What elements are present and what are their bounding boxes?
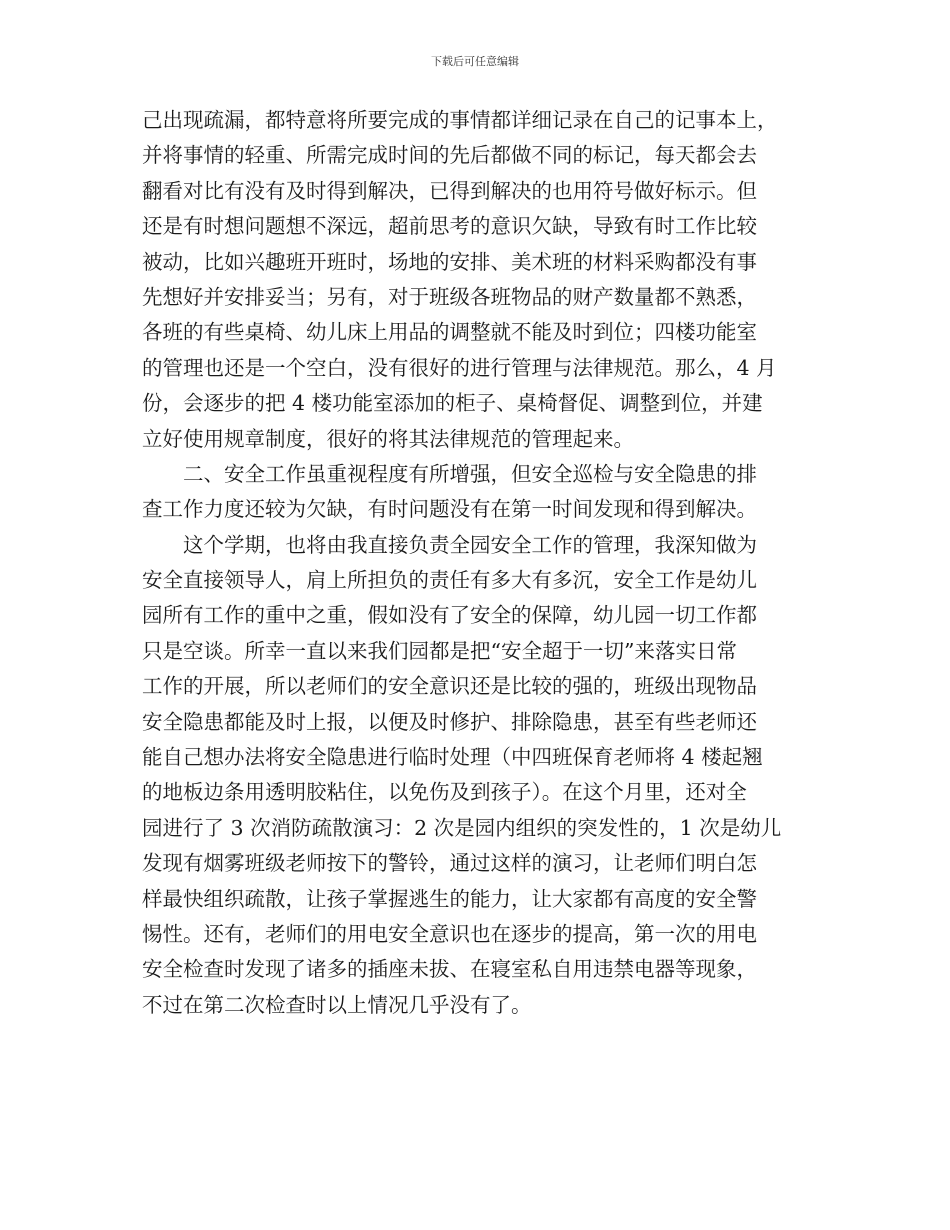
text-line: 各班的有些桌椅、幼儿床上用品的调整就不能及时到位；四楼功能室 xyxy=(142,320,757,345)
text-line: 惕性。还有，老师们的用电安全意识也在逐步的提高，第一次的用电 xyxy=(142,921,757,946)
text-line: 园进行了 3 次消防疏散演习：2 次是园内组织的突发性的，1 次是幼儿 xyxy=(142,815,782,840)
text-line: 查工作力度还较为欠缺，有时问题没有在第一时间发现和得到解决。 xyxy=(142,497,757,522)
text-line: 不过在第二次检查时以上情况几乎没有了。 xyxy=(142,992,532,1017)
text-line: 被动，比如兴趣班开班时，场地的安排、美术班的材料采购都没有事 xyxy=(142,249,757,274)
text-line: 这个学期，也将由我直接负责全园安全工作的管理，我深知做为 xyxy=(183,532,757,557)
text-line: 能自己想办法将安全隐患进行临时处理（中四班保育老师将 4 楼起翘 xyxy=(142,745,763,770)
text-line: 工作的开展，所以老师们的安全意识还是比较的强的，班级出现物品 xyxy=(142,674,757,699)
text-line: 的地板边条用透明胶粘住，以免伤及到孩子）。在这个月里，还对全 xyxy=(142,780,747,805)
text-line: 翻看对比有没有及时得到解决，已得到解决的也用符号做好标示。但 xyxy=(142,178,757,203)
text-line: 二、安全工作虽重视程度有所增强，但安全巡检与安全隐患的排 xyxy=(183,461,757,486)
text-line: 安全检查时发现了诸多的插座未拔、在寝室私自用违禁电器等现象， xyxy=(142,957,757,982)
text-line: 安全隐患都能及时上报，以便及时修护、排除隐患，甚至有些老师还 xyxy=(142,709,757,734)
document-body xyxy=(142,103,812,1023)
text-line: 立好使用规章制度，很好的将其法律规范的管理起来。 xyxy=(142,426,634,451)
page-header: 下载后可任意编辑 xyxy=(431,55,519,68)
text-line: 发现有烟雾班级老师按下的警铃，通过这样的演习，让老师们明白怎 xyxy=(142,851,757,876)
text-line: 并将事情的轻重、所需完成时间的先后都做不同的标记，每天都会去 xyxy=(142,143,757,168)
text-line: 的管理也还是一个空白，没有很好的进行管理与法律规范。那么，4 月 xyxy=(142,355,777,380)
text-line: 样最快组织疏散，让孩子掌握逃生的能力，让大家都有高度的安全警 xyxy=(142,886,757,911)
text-line: 先想好并安排妥当；另有，对于班级各班物品的财产数量都不熟悉， xyxy=(142,284,757,309)
text-line: 己出现疏漏，都特意将所要完成的事情都详细记录在自己的记事本上， xyxy=(142,108,778,132)
text-line: 只是空谈。所幸一直以来我们园都是把“安全超于一切”来落实日常 xyxy=(142,638,737,663)
text-line: 还是有时想问题想不深远，超前思考的意识欠缺，导致有时工作比较 xyxy=(142,214,757,239)
text-line: 份，会逐步的把 4 楼功能室添加的柜子、桌椅督促、调整到位，并建 xyxy=(142,391,763,416)
text-line: 园所有工作的重中之重，假如没有了安全的保障，幼儿园一切工作都 xyxy=(142,603,757,628)
text-line: 安全直接领导人，肩上所担负的责任有多大有多沉，安全工作是幼儿 xyxy=(142,568,757,593)
